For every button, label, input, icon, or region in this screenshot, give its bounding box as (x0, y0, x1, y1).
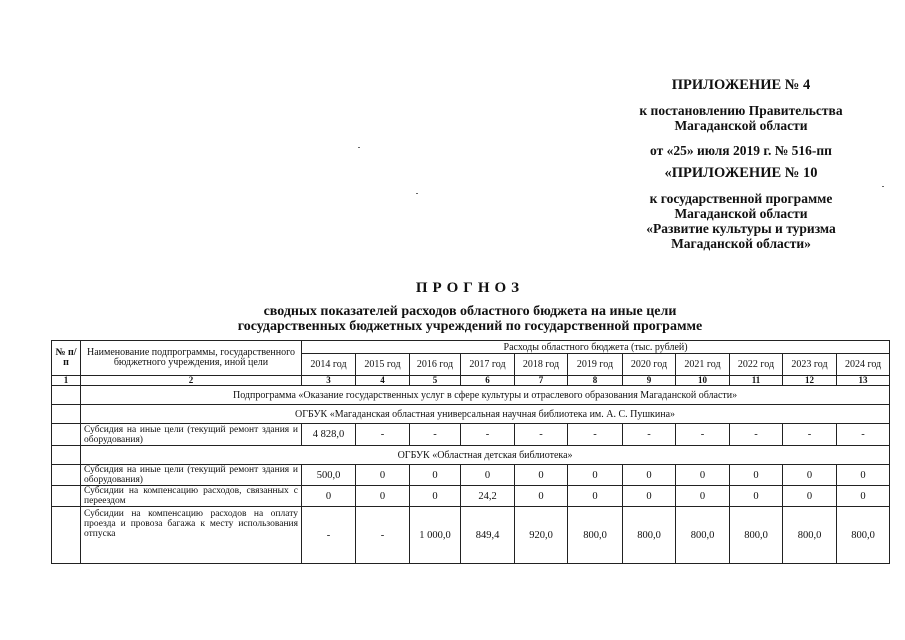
subprogram-row (52, 386, 890, 405)
value-cell: 0 (623, 465, 676, 486)
value-cell: 0 (783, 465, 837, 486)
column-number: 6 (461, 376, 515, 386)
institution-row (52, 405, 890, 424)
institution-title: ОГБУК «Областная детская библиотека» (81, 446, 890, 465)
value-cell: 4 828,0 (302, 424, 356, 446)
year-header: 2017 год (461, 354, 515, 376)
year-header: 2015 год (356, 354, 410, 376)
value-cell: 1 000,0 (410, 507, 461, 564)
title-subtitle-1: сводных показателей расходов областного бюджета на иные цели (263, 304, 677, 319)
table-row (52, 424, 890, 446)
value-cell: 800,0 (623, 507, 676, 564)
value-cell: 0 (302, 486, 356, 507)
appendix-4-line1: к постановлению Правительства (639, 103, 843, 118)
value-cell: - (461, 424, 515, 446)
scan-speck (416, 193, 418, 194)
value-cell: 0 (356, 486, 410, 507)
header-name: Наименование подпрограммы, государственного бюджетного учреждения, иной цели (81, 341, 302, 376)
value-cell: - (730, 424, 783, 446)
row-number-cell (52, 465, 81, 486)
appendix-4-heading: ПРИЛОЖЕНИЕ № 4 (671, 77, 811, 93)
empty-cell (52, 386, 81, 405)
row-number-cell (52, 424, 81, 446)
value-cell: 0 (461, 465, 515, 486)
year-header: 2024 год (837, 354, 890, 376)
value-cell: - (783, 424, 837, 446)
year-header: 2023 год (783, 354, 837, 376)
year-header: 2021 год (676, 354, 730, 376)
value-cell: 800,0 (783, 507, 837, 564)
column-number: 4 (356, 376, 410, 386)
scan-speck (882, 186, 884, 187)
appendix-4-date: от «25» июля 2019 г. № 516-пп (650, 143, 832, 158)
value-cell: 0 (568, 465, 623, 486)
row-name: Субсидии на компенсацию расходов на оплату проезда и провоза багажа к месту использования отпуска (81, 507, 302, 564)
header-number: № п/п (52, 341, 81, 376)
column-number: 3 (302, 376, 356, 386)
column-number: 8 (568, 376, 623, 386)
value-cell: 0 (730, 465, 783, 486)
value-cell: - (302, 507, 356, 564)
year-header: 2019 год (568, 354, 623, 376)
value-cell: - (515, 424, 568, 446)
value-cell: 0 (837, 465, 890, 486)
value-cell: 800,0 (676, 507, 730, 564)
row-name: Субсидия на иные цели (текущий ремонт здания и оборудования) (81, 465, 302, 486)
value-cell: 849,4 (461, 507, 515, 564)
year-header: 2014 год (302, 354, 356, 376)
column-number: 10 (676, 376, 730, 386)
column-number: 11 (730, 376, 783, 386)
value-cell: - (568, 424, 623, 446)
value-cell: 0 (515, 486, 568, 507)
row-name: Субсидии на компенсацию расходов, связанных с переездом (81, 486, 302, 507)
value-cell: 0 (515, 465, 568, 486)
empty-cell (52, 405, 81, 424)
empty-cell (52, 446, 81, 465)
value-cell: 0 (568, 486, 623, 507)
value-cell: - (356, 424, 410, 446)
institution-title: ОГБУК «Магаданская областная универсальная научная библиотека им. А. С. Пушкина» (81, 405, 890, 424)
value-cell: 800,0 (568, 507, 623, 564)
column-number: 13 (837, 376, 890, 386)
column-number: 9 (623, 376, 676, 386)
appendix-10-block (606, 166, 876, 251)
scan-speck (358, 147, 360, 148)
value-cell: 0 (676, 465, 730, 486)
header-expenses: Расходы областного бюджета (тыс. рублей) (302, 341, 890, 354)
year-header: 2020 год (623, 354, 676, 376)
value-cell: 0 (676, 486, 730, 507)
value-cell: 0 (837, 486, 890, 507)
value-cell: 0 (623, 486, 676, 507)
row-number-cell (52, 507, 81, 564)
year-header: 2022 год (730, 354, 783, 376)
value-cell: 0 (410, 486, 461, 507)
value-cell: 0 (730, 486, 783, 507)
value-cell: 0 (356, 465, 410, 486)
appendix-10-line1: к государственной программе (649, 191, 833, 206)
value-cell: - (356, 507, 410, 564)
value-cell: 0 (783, 486, 837, 507)
value-cell: 500,0 (302, 465, 356, 486)
value-cell: 800,0 (730, 507, 783, 564)
column-number: 2 (81, 376, 302, 386)
year-header: 2016 год (410, 354, 461, 376)
value-cell: - (623, 424, 676, 446)
appendix-10-heading: «ПРИЛОЖЕНИЕ № 10 (664, 165, 818, 181)
title-main: ПРОГНОЗ (415, 280, 525, 296)
value-cell: 0 (410, 465, 461, 486)
column-number: 5 (410, 376, 461, 386)
table-row (52, 465, 890, 486)
document-title (130, 279, 810, 334)
column-number: 1 (52, 376, 81, 386)
value-cell: 800,0 (837, 507, 890, 564)
value-cell: 920,0 (515, 507, 568, 564)
row-number-cell (52, 486, 81, 507)
value-cell: - (837, 424, 890, 446)
row-name: Субсидия на иные цели (текущий ремонт здания и оборудования) (81, 424, 302, 446)
column-number: 7 (515, 376, 568, 386)
value-cell: - (676, 424, 730, 446)
appendix-10-line4: Магаданской области» (671, 236, 811, 251)
subprogram-title: Подпрограмма «Оказание государственных услуг в сфере культуры и отраслевого образования Магаданской области» (81, 386, 890, 405)
table-row (52, 486, 890, 507)
title-subtitle-2: государственных бюджетных учреждений по государственной программе (237, 319, 703, 334)
appendix-4-line2: Магаданской области (674, 118, 808, 133)
column-number-row (52, 376, 890, 386)
appendix-10-line3: «Развитие культуры и туризма (646, 221, 836, 236)
forecast-table (51, 340, 890, 564)
appendix-10-line2: Магаданской области (674, 206, 808, 221)
appendix-4-block (606, 78, 876, 158)
year-header: 2018 год (515, 354, 568, 376)
column-number: 12 (783, 376, 837, 386)
value-cell: - (410, 424, 461, 446)
institution-row (52, 446, 890, 465)
value-cell: 24,2 (461, 486, 515, 507)
table-row (52, 507, 890, 564)
